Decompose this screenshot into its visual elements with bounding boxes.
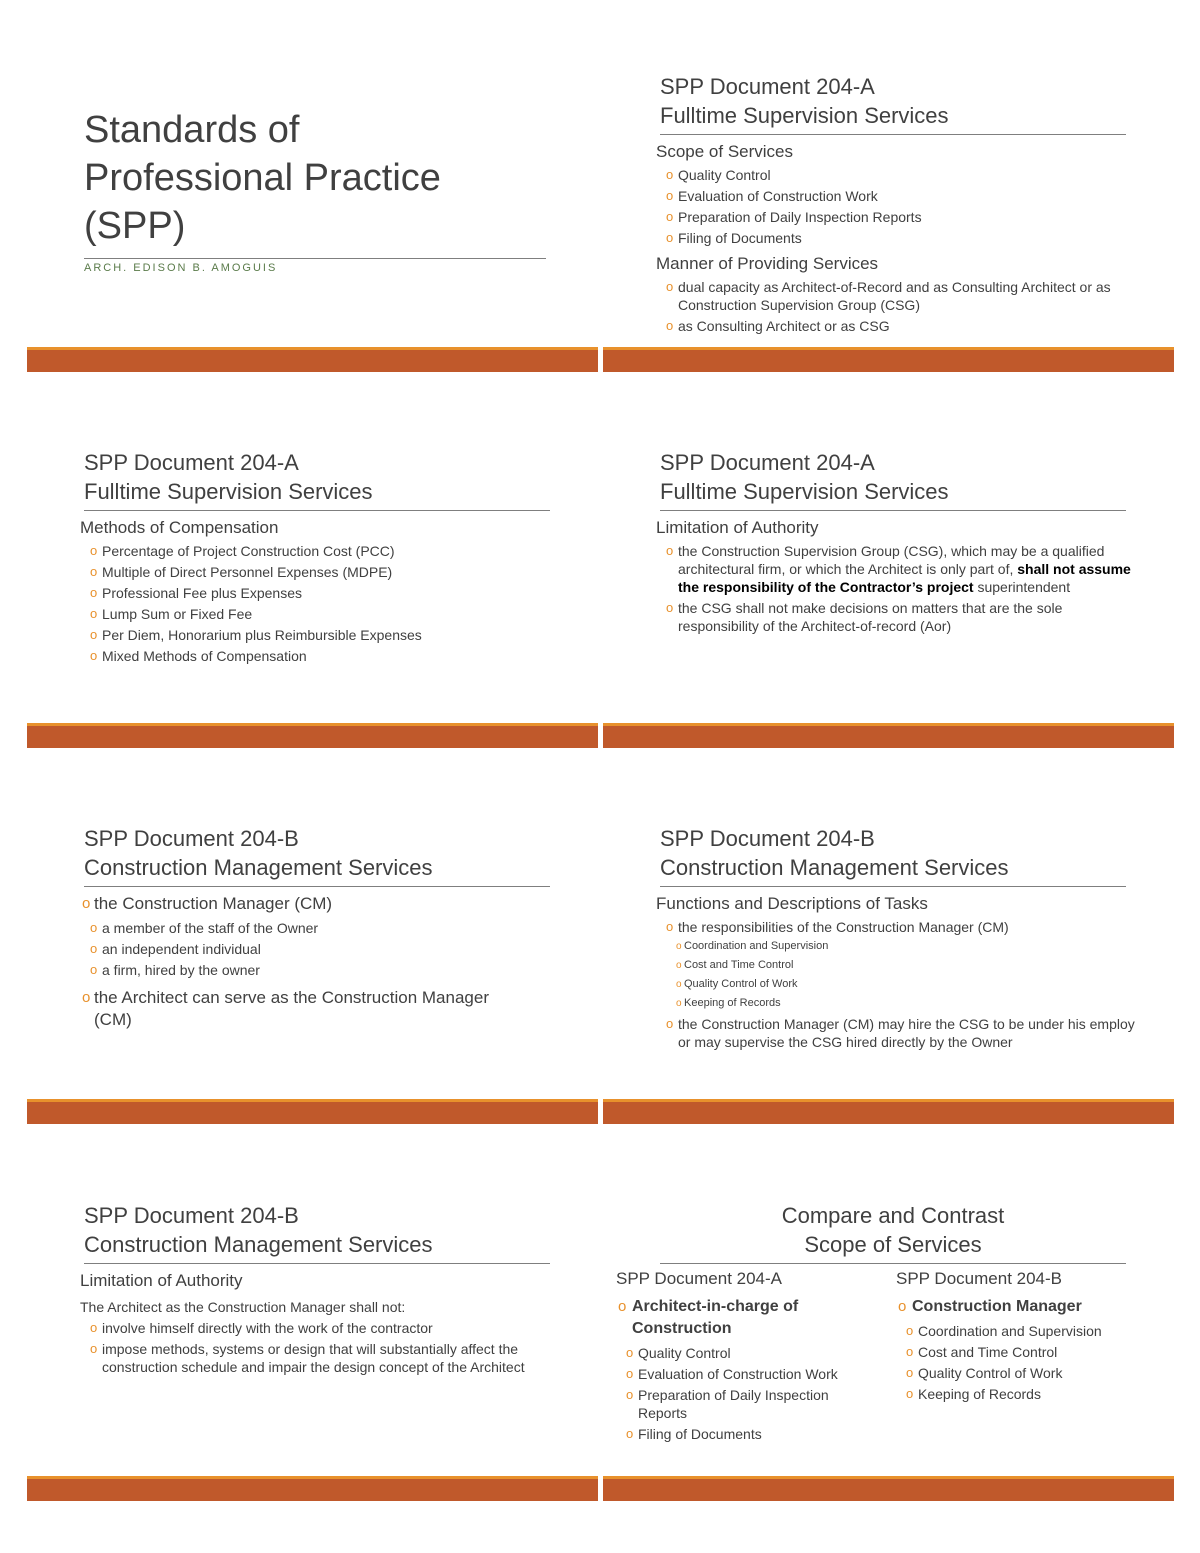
slide-204a-scope — [603, 0, 1174, 375]
sub-list-item: o Quality Control of Work — [656, 976, 1136, 993]
section-heading: Limitation of Authority — [656, 518, 819, 537]
list-item: o an independent individual — [80, 940, 560, 958]
slide-cover — [27, 0, 598, 375]
compare-column-left — [616, 1268, 886, 1446]
list-item: o Quality Control — [656, 166, 1136, 184]
slide-204b-cm — [27, 752, 598, 1127]
slide-footer-bar — [603, 1099, 1174, 1124]
slide-204a-compensation — [27, 376, 598, 751]
list-item: o Coordination and Supervision — [896, 1322, 1136, 1340]
slide-title: SPP Document 204-B Construction Management Services — [660, 824, 1126, 887]
list-item: o Quality Control of Work — [896, 1364, 1136, 1382]
slide-body — [80, 891, 560, 1035]
bullet-list — [656, 918, 1136, 1051]
bullet-list — [656, 278, 1136, 335]
slide-footer-bar — [603, 1476, 1174, 1501]
slide-204b-functions — [603, 752, 1174, 1127]
bullet-list — [616, 1344, 856, 1443]
bullet-list — [656, 542, 1136, 635]
list-item: o Evaluation of Construction Work — [656, 187, 1136, 205]
section-heading: Methods of Compensation — [80, 518, 279, 537]
bullet-list — [896, 1322, 1136, 1403]
list-item: o as Consulting Architect or as CSG — [656, 317, 1136, 335]
emphasis-text: shall not assume the responsibility of the Contractor’s project — [678, 561, 1131, 595]
slide-body — [80, 1268, 560, 1379]
lead-item: o Architect-in-charge of Construction — [616, 1296, 832, 1340]
slide-footer-bar — [603, 723, 1174, 748]
slide-204a-limitation — [603, 376, 1174, 751]
list-item: o the CSG shall not make decisions on matters that are the sole responsibility of the Architect-of-record (Aor) — [656, 599, 1136, 635]
slide-title: SPP Document 204-B Construction Management Services — [84, 1201, 550, 1264]
sub-list-item: o Coordination and Supervision — [656, 938, 1136, 955]
list-item: o Keeping of Records — [896, 1385, 1136, 1403]
list-item: o involve himself directly with the work of the contractor — [80, 1319, 560, 1337]
slide-body — [656, 515, 1136, 638]
list-item: o the Construction Supervision Group (CSG), which may be a qualified architectural firm, or which the Architect is only part of, shall not assume the responsibility of the Contractor’s project superintendent — [656, 542, 1136, 596]
slide-footer-bar — [27, 347, 598, 372]
list-item: o Filing of Documents — [656, 229, 1136, 247]
list-item: o Mixed Methods of Compensation — [80, 647, 560, 665]
slide-title: Compare and Contrast Scope of Services — [660, 1201, 1126, 1264]
list-item: o a member of the staff of the Owner — [80, 919, 560, 937]
lead-item: o the Construction Manager (CM) — [80, 893, 560, 915]
section-heading: Manner of Providing Services — [656, 254, 879, 273]
cover-author: ARCH. EDISON B. AMOGUIS — [84, 262, 278, 274]
sub-list-item: o Keeping of Records — [656, 995, 1136, 1012]
list-item: o a firm, hired by the owner — [80, 961, 560, 979]
bullet-list — [656, 166, 1136, 247]
section-heading: Limitation of Authority — [80, 1271, 243, 1290]
list-item: o Percentage of Project Construction Cost (PCC) — [80, 542, 560, 560]
section-heading: Scope of Services — [656, 142, 794, 161]
sub-bullet-list — [656, 938, 1136, 1012]
column-heading: SPP Document 204-A — [616, 1269, 782, 1288]
lead-item: o the Architect can serve as the Construction Manager (CM) — [80, 987, 494, 1031]
list-item: o Cost and Time Control — [896, 1343, 1136, 1361]
list-item: o Preparation of Daily Inspection Reports — [656, 208, 1136, 226]
list-item: o Preparation of Daily Inspection Reports — [616, 1386, 856, 1422]
list-item: o the Construction Manager (CM) may hire the CSG to be under his employ or may supervise the CSG hired directly by the Owner — [656, 1015, 1136, 1051]
list-item: o Multiple of Direct Personnel Expenses (MDPE) — [80, 563, 560, 581]
slide-footer-bar — [27, 1476, 598, 1501]
slide-body — [80, 515, 560, 668]
list-item: o Per Diem, Honorarium plus Reimbursible Expenses — [80, 626, 560, 644]
slide-footer-bar — [27, 723, 598, 748]
list-item: o Professional Fee plus Expenses — [80, 584, 560, 602]
column-heading: SPP Document 204-B — [896, 1269, 1062, 1288]
lead-item: o Construction Manager — [896, 1296, 1136, 1318]
section-heading: Functions and Descriptions of Tasks — [656, 894, 928, 913]
list-item: o Filing of Documents — [616, 1425, 856, 1443]
sub-list-item: o Cost and Time Control — [656, 957, 1136, 974]
intro-text: The Architect as the Construction Manager shall not: — [80, 1299, 406, 1315]
slide-204b-limitation — [27, 1129, 598, 1504]
slide-title: SPP Document 204-A Fulltime Supervision Services — [660, 448, 1126, 511]
slide-footer-bar — [27, 1099, 598, 1124]
slide-title: SPP Document 204-A Fulltime Supervision Services — [84, 448, 550, 511]
slide-body — [656, 891, 1136, 1054]
slide-title: SPP Document 204-A Fulltime Supervision Services — [660, 72, 1126, 135]
bullet-list — [80, 542, 560, 665]
list-item: o Lump Sum or Fixed Fee — [80, 605, 560, 623]
bullet-list — [80, 919, 560, 979]
list-item: o impose methods, systems or design that will substantially affect the construction schedule and impair the design concept of the Architect — [80, 1340, 560, 1376]
list-item: o dual capacity as Architect-of-Record and as Consulting Architect or as Construction Supervision Group (CSG) — [656, 278, 1136, 314]
slide-compare — [603, 1129, 1174, 1504]
cover-title: Standards of Professional Practice (SPP) — [84, 106, 546, 259]
bullet-list — [80, 1319, 560, 1376]
compare-column-right — [896, 1268, 1136, 1406]
slide-title: SPP Document 204-B Construction Management Services — [84, 824, 550, 887]
list-item: o Evaluation of Construction Work — [616, 1365, 856, 1383]
slide-body — [656, 139, 1136, 338]
list-item: o Quality Control — [616, 1344, 856, 1362]
slide-footer-bar — [603, 347, 1174, 372]
list-item: o the responsibilities of the Construction Manager (CM) o Coordination and Supervision o Cost and Time Control o Quality Control of Work o Keeping of Records — [656, 918, 1136, 1012]
